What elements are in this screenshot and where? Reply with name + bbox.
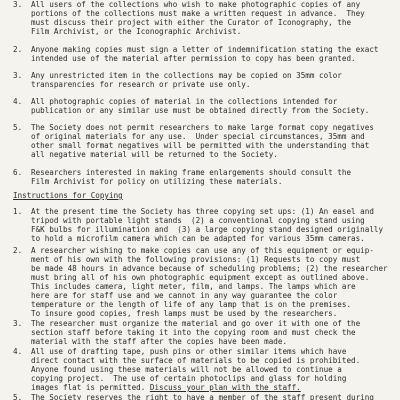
item-line: temperature or the length of life of any lamp that is on the premises. [31, 300, 352, 309]
underlined-note: Discuss your plan with the staff. [149, 383, 301, 392]
item-number: 5. [13, 123, 23, 132]
item-number: 3. [13, 0, 23, 9]
item-line: All use of drafting tape, push pins or other similar items which have [31, 347, 347, 356]
item-line: portions of the collections must make a written request in advance. They [31, 9, 365, 18]
item-line: other small format negatives will be permitted with the understanding that [31, 141, 370, 150]
item-line: Researchers interested in making frame enlargements should consult the [31, 168, 352, 177]
item-number: 5. [13, 393, 23, 400]
item-number: 6. [13, 168, 23, 177]
item-line: Anyone making copies must sign a letter of indemnification stating the exact [31, 45, 379, 54]
item-line: transparencies for research or private use only. [31, 80, 251, 89]
item-line: of original materials for any use. Under special circumstances, 35mm and [31, 132, 365, 141]
item-line: direct contact with the surface of materials to be copied is prohibited. [31, 356, 361, 365]
item-line: here are for staff use and we cannot in any way guarantee the color [31, 291, 338, 300]
section-heading: Instructions for Copying [13, 191, 123, 200]
item-line [31, 383, 301, 392]
item-line: To insure good copies, fresh lamps must be used by the researchers. [31, 309, 338, 318]
item-line: publication or any similar use must be obtained directly from the Society. [31, 106, 370, 115]
item-line: material with the staff after the copies have been made. [31, 337, 288, 346]
item-line: Anyone found using these materials will not be allowed to continue a [31, 365, 342, 374]
item-line: Any unrestricted item in the collections may be copied on 35mm color [31, 71, 342, 80]
item-line: ment of his own with the following provisions: (1) Requests to copy must [31, 255, 361, 264]
item-line: be made 48 hours in advance because of scheduling problems; (2) the researcher [31, 264, 388, 273]
item-line: Film Archivist for policy on utilizing these materials. [31, 177, 283, 186]
item-line: The researcher must organize the material and go over it with one of the [31, 319, 361, 328]
item-line: The Society reserves the right to have a member of the staff present during [31, 393, 374, 400]
item-number: 4. [13, 97, 23, 106]
item-number: 2. [13, 246, 23, 255]
item-line-text: images flat is permitted. [31, 383, 146, 392]
item-line: The Society does not permit researchers to make large format copy negatives [31, 123, 374, 132]
item-number: 3. [13, 319, 23, 328]
item-line: section staff before taking it into the copying room and must check the [31, 328, 356, 337]
item-number: 4. [13, 347, 23, 356]
item-number: 3. [13, 71, 23, 80]
item-line: A researcher wishing to make copies can use any of this equipment or equip- [31, 246, 374, 255]
item-number: 2. [13, 45, 23, 54]
item-line: must discuss their project with either the Curator of Iconography, the [31, 18, 352, 27]
item-line: F&K bulbs for illumination and (3) a large copying stand designed originally [31, 225, 384, 234]
item-line: All photographic copies of material in the collections intended for [31, 97, 338, 106]
item-line: This includes camera, light meter, film, and lamps. The lamps which are [31, 282, 356, 291]
item-line: All users of the collections who wish to make photographic copies of any [31, 0, 361, 9]
item-line: At the present time the Society has three copying set ups: (1) An easel and [31, 207, 374, 216]
item-number: 1. [13, 207, 23, 216]
item-line: to hold a microfilm camera which can be adapted for various 35mm cameras. [31, 234, 365, 243]
item-line: must bring all of his own photographic equipment except as outlined above. [31, 273, 370, 282]
item-line: Film Archivist, or the Iconographic Archivist. [31, 27, 242, 36]
item-line: intended use of the material after permission to copy has been granted. [31, 54, 356, 63]
item-line: tripod with portable light stands (2) a conventional copying stand using [31, 216, 365, 225]
item-line: copying project. The use of certain photoclips and glass for holding [31, 374, 347, 383]
item-line: all negative material will be returned to the Society. [31, 150, 278, 159]
